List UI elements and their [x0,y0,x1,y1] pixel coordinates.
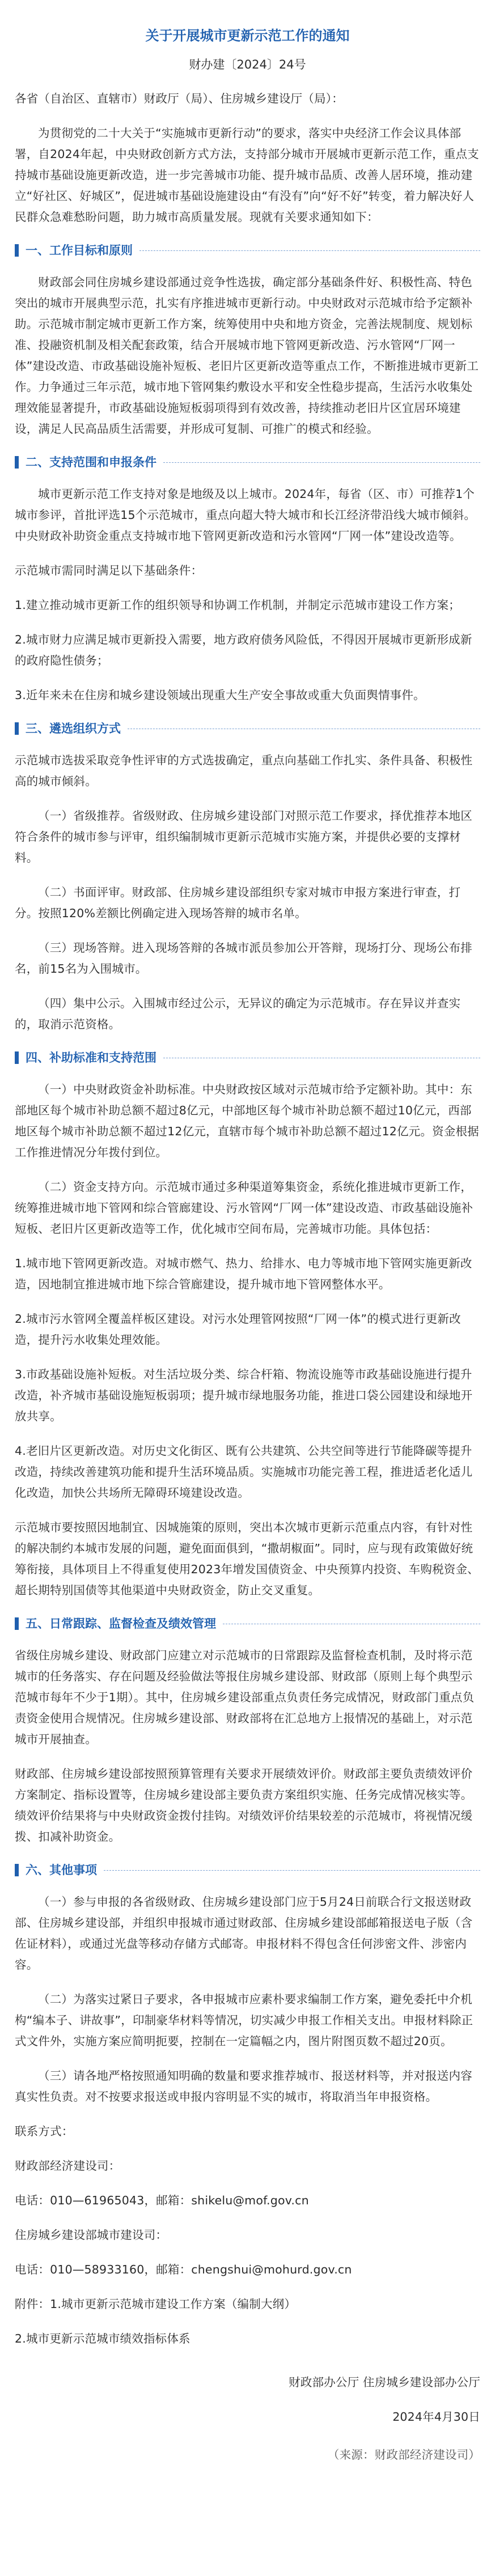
list-item: （三）请各地严格按照通知明确的数量和要求推荐城市、报送材料等，并对报送内容真实性负责。对不按要求报送或申报内容明显不实的城市，将取消当年申报资格。 [15,2069,472,2104]
document-number: 财办建〔2024〕24号 [189,58,306,71]
section-marker [15,722,19,735]
section-marker [15,456,19,469]
section-heading-scope [15,453,480,471]
article-source: （来源：财政部经济建设司） [327,2448,480,2462]
attachment-item: 2.城市更新示范城市绩效指标体系 [15,2332,191,2345]
contact-detail: 电话：010—58933160，邮箱：chengshui@mohurd.gov.cn [15,2263,352,2276]
section-divider [104,1870,480,1871]
section-marker [15,1617,19,1630]
list-item: 3.市政基础设施补短板。对生活垃圾分类、综合杆箱、物流设施等市政基础设施进行提升改造，补齐城市基础设施短板弱项；提升城市绿地服务功能，推进口袋公园建设和绿地开放共享。 [15,1368,473,1423]
body-paragraph: 城市更新示范工作支持对象是地级及以上城市。2024年，每省（区、市）可推荐1个城市参评，首批评选15个示范城市，重点向超大特大城市和长江经济带沿线大城市倾斜。中央财政补助资金重点支持城市地下管网更新改造和污水管网“厂网一体”建设改造等。 [15,487,476,543]
issuer-signature: 财政部办公厅 住房城乡建设部办公厅 [289,2375,480,2389]
salutation: 各省（自治区、直辖市）财政厅（局）、住房城乡建设厅（局）： [15,92,344,105]
list-item: 1.建立推动城市更新工作的组织领导和协调工作机制，并制定示范城市建设工作方案； [15,598,460,612]
list-item: （一）中央财政资金补助标准。中央财政按区域对示范城市给予定额补助。其中：东部地区每个城市补助总额不超过8亿元，中部地区每个城市补助总额不超过10亿元，西部地区每个城市补助总额不超过12亿元，直辖市每个城市补助总额不超过12亿元。资金根据工作推进情况分年拨付到位。 [15,1083,479,1159]
section-marker [15,1051,19,1064]
section-marker [15,1864,19,1876]
attachment-item: 附件：1.城市更新示范城市建设工作方案（编制大纲） [15,2297,297,2311]
list-item: 4.老旧片区更新改造。对历史文化街区、既有公共建筑、公共空间等进行节能降碳等提升改造，持续改善建筑功能和提升生活环境品质。实施城市功能完善工程，推进适老化适儿化改造，加快公共场所无障碍环境建设改造。 [15,1444,473,1500]
notice-article [15,0,480,2466]
contact-agency: 财政部经济建设司： [15,2159,121,2173]
section-title: 五、日常跟踪、监督检查及绩效管理 [26,1617,216,1630]
section-heading-other [15,1861,480,1879]
body-paragraph: 财政部会同住房城乡建设部通过竞争性选拔，确定部分基础条件好、积极性高、特色突出的城市开展典型示范，扎实有序推进城市更新行动。中央财政对示范城市给予定额补助。示范城市制定城市更新工作方案，统筹使用中央和地方资金，完善法规制度、规划标准、投融资机制及相关配套政策，结合开展城市地下管网更新改造、污水管网“厂网一体”建设改造、市政基础设施补短板、老旧片区更新改造等重点工作，不断推进城市更新工作。力争通过三年示范，城市地下管网集约敷设水平和安全性稳步提高，生活污水收集处理效能显著提升，市政基础设施短板弱项得到有效改善，持续推动老旧片区宜居环境建设，满足人民高品质生活需要，并形成可复制、可推广的模式和经验。 [15,275,479,436]
body-paragraph: 省级住房城乡建设、财政部门应建立对示范城市的日常跟踪及监督检查机制，及时将示范城市的任务落实、存在问题及经验做法等报住房城乡建设部、财政部（原则上每个典型示范城市每年不少于1期）。其中，住房城乡建设部重点负责任务完成情况，财政部门重点负责资金使用合规情况。住房城乡建设部、财政部将在汇总地方上报情况的基础上，对示范城市开展抽查。 [15,1649,475,1746]
list-item: （二）为落实过紧日子要求，各申报城市应素朴要求编制工作方案，避免委托中介机构“编本子、讲故事”，印制豪华材料等情况，切实减少申报工作相关支出。申报材料除正式文件外，实施方案应简明扼要，控制在一定篇幅之内，图片附图页数不超过20页。 [15,1992,473,2048]
issue-date: 2024年4月30日 [392,2410,480,2424]
section-heading-subsidy [15,1049,480,1067]
contact-agency: 住房城乡建设部城市建设司： [15,2228,168,2242]
section-divider [163,462,480,463]
section-heading-goals [15,241,480,259]
list-item: （三）现场答辩。进入现场答辩的各城市派员参加公开答辩，现场打分、现场公布排名，前15名为入围城市。 [15,941,472,976]
section-title: 六、其他事项 [26,1863,97,1877]
section-divider [139,250,480,251]
list-item: 2.城市财力应满足城市更新投入需要，地方政府债务风险低，不得因开展城市更新形成新的政府隐性债务； [15,633,472,667]
section-title: 三、遴选组织方式 [26,722,121,735]
body-paragraph: 财政部、住房城乡建设部按照预算管理有关要求开展绩效评价。财政部主要负责绩效评价方案制定、指标设置等，住房城乡建设部主要负责方案组织实施、任务完成情况核实等。绩效评价结果将与中央财政资金拨付挂钩。对绩效评价结果较差的示范城市，将视情况缓拨、扣减补助资金。 [15,1767,473,1843]
body-paragraph: 示范城市选拔采取竞争性评审的方式选拔确定，重点向基础工作扎实、条件具备、积极性高的城市倾斜。 [15,753,473,788]
intro-paragraph: 为贯彻党的二十大关于“实施城市更新行动”的要求，落实中央经济工作会议具体部署，自2024年起，中央财政创新方式方法，支持部分城市开展城市更新示范工作，重点支持城市基础设施更新改造，进一步完善城市功能、提升城市品质、改善人居环境，推动建立“好社区、好城区”，促进城市基础设施建设由“有没有”向“好不好”转变，着力解决好人民群众急难愁盼问题，助力城市高质量发展。现就有关要求通知如下： [15,126,479,224]
section-heading-supervision [15,1615,480,1633]
list-item: 1.城市地下管网更新改造。对城市燃气、热力、给排水、电力等城市地下管网实施更新改造，因地制宜推进城市地下综合管廊建设，提升城市地下管网整体水平。 [15,1257,472,1291]
contacts-heading: 联系方式： [15,2124,74,2138]
list-item: 3.近年来未在住房和城乡建设领域出现重大生产安全事故或重大负面舆情事件。 [15,688,425,702]
body-paragraph: 示范城市要按照因地制宜、因城施策的原则，突出本次城市更新示范重点内容，有针对性的解决制约本城市发展的问题，避免面面俱到，“撒胡椒面”。同时，应与现有政策做好统筹衔接，具体项目上不得重复使用2023年增发国债资金、中央预算内投资、车购税资金、超长期特别国债等其他渠道中央财政资金，防止交叉重复。 [15,1521,479,1597]
list-item: （四）集中公示。入围城市经过公示，无异议的确定为示范城市。存在异议并查实的，取消示范资格。 [15,997,461,1031]
section-title: 二、支持范围和申报条件 [26,455,156,469]
page-title: 关于开展城市更新示范工作的通知 [145,28,350,44]
section-heading-selection [15,719,480,738]
section-marker [15,244,19,257]
list-item: （一）参与申报的各省级财政、住房城乡建设部门应于5月24日前联合行文报送财政部、住房城乡建设部，并组织申报城市通过财政部、住房城乡建设部邮箱报送电子版（含佐证材料），或通过光盘等移动存储方式邮寄。申报材料不得包含任何涉密文件、涉密内容。 [15,1895,473,1972]
section-title: 四、补助标准和支持范围 [26,1051,156,1065]
list-item: 2.城市污水管网全覆盖样板区建设。对污水处理管网按照“厂网一体”的模式进行更新改造，提升污水收集处理效能。 [15,1312,461,1347]
list-item: （二）书面评审。财政部、住房城乡建设部组织专家对城市申报方案进行审查，打分。按照120%差额比例确定进入现场答辩的城市名单。 [15,885,461,920]
list-item: （一）省级推荐。省级财政、住房城乡建设部门对照示范工作要求，择优推荐本地区符合条件的城市参与评审，组织编制城市更新示范城市实施方案，并提供必要的支撑材料。 [15,809,472,865]
body-paragraph: 示范城市需同时满足以下基础条件： [15,564,203,577]
section-title: 一、工作目标和原则 [26,244,133,257]
contact-detail: 电话：010—61965043，邮箱：shikelu@mof.gov.cn [15,2194,309,2207]
list-item: （二）资金支持方向。示范城市通过多种渠道筹集资金，系统化推进城市更新工作，统筹推进城市地下管网和综合管廊建设、污水管网“厂网一体”建设改造、市政基础设施补短板、老旧片区更新改造等工作，优化城市空间布局，完善城市功能。具体包括： [15,1180,473,1236]
